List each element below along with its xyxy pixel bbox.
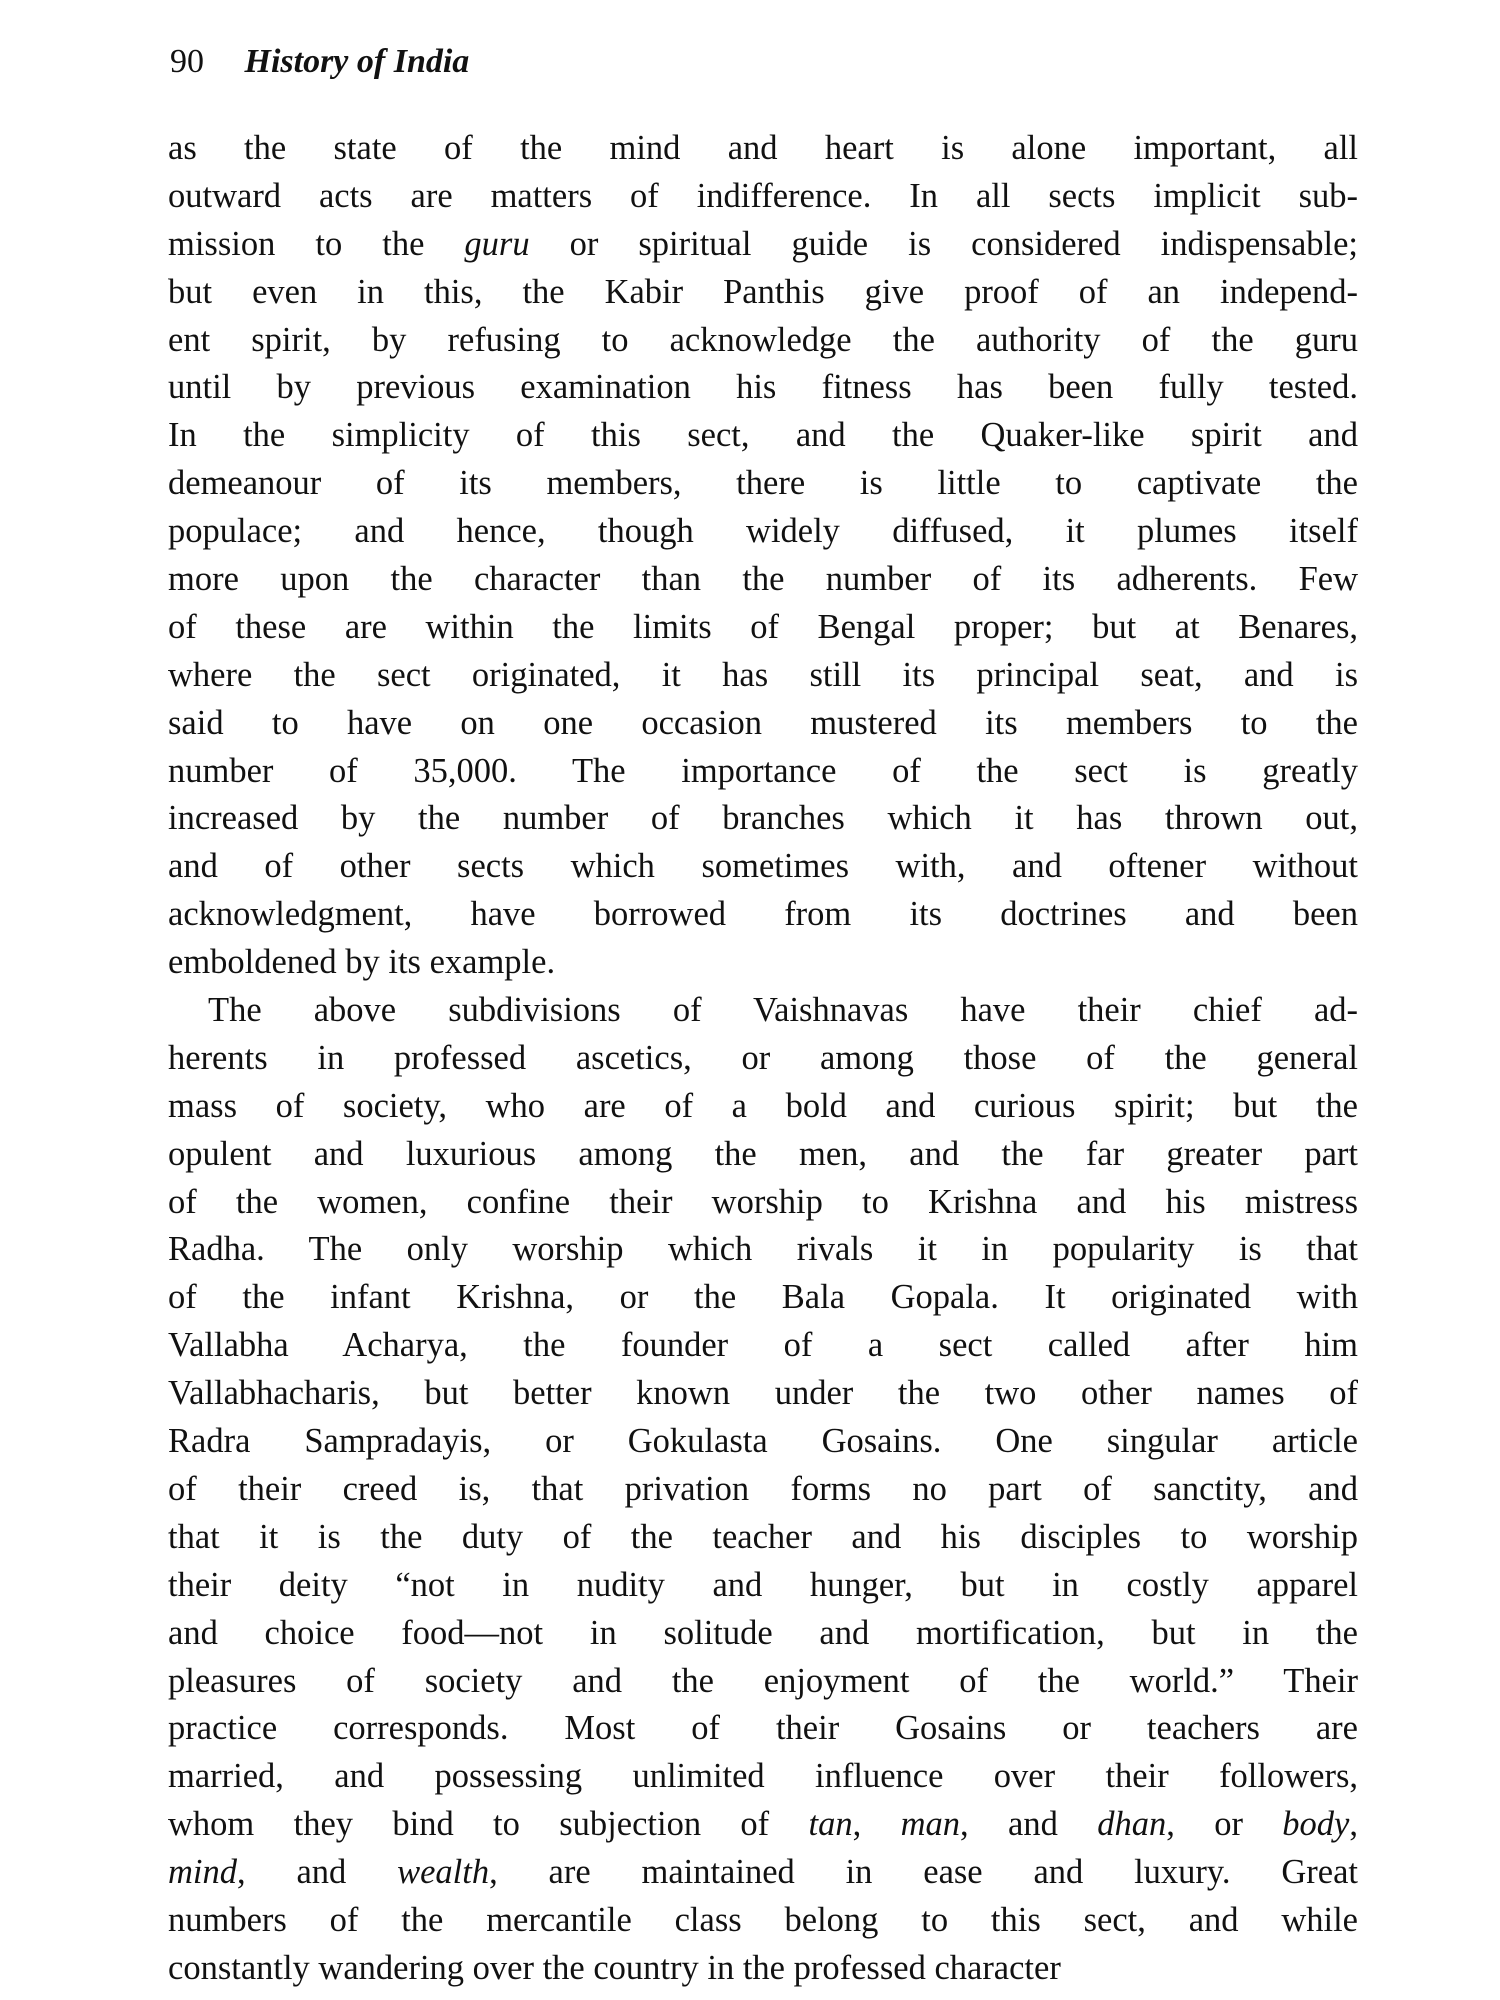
text-run: , bbox=[1349, 1805, 1358, 1844]
page-number: 90 bbox=[170, 43, 204, 80]
text-line bbox=[168, 508, 1358, 556]
text-line bbox=[168, 364, 1358, 412]
text-run: where the sect originated, it has still its principal seat, and is bbox=[168, 655, 1358, 694]
text-run: , or bbox=[1166, 1805, 1283, 1844]
text-line bbox=[168, 221, 1358, 269]
text-run: of the infant Krishna, or the Bala Gopala. It originated with bbox=[168, 1278, 1358, 1317]
text-run: pleasures of society and the enjoyment of the world.” Their bbox=[168, 1661, 1358, 1700]
text-run: mass of society, who are of a bold and curious spirit; but the bbox=[168, 1086, 1358, 1125]
text-line bbox=[168, 1226, 1358, 1274]
text-run: mission to the bbox=[168, 224, 465, 263]
text-line bbox=[168, 891, 1358, 939]
text-run: acknowledgment, have borrowed from its doctrines and been bbox=[168, 895, 1358, 934]
text-line bbox=[168, 700, 1358, 748]
text-run: or spiritual guide is considered indispensable; bbox=[529, 224, 1358, 263]
text-line bbox=[168, 795, 1358, 843]
text-run: emboldened by its example. bbox=[168, 943, 556, 982]
text-run: , bbox=[852, 1805, 901, 1844]
text-run: Vallabha Acharya, the founder of a sect called after him bbox=[168, 1326, 1358, 1365]
text-run: Vallabhacharis, but better known under the two other names of bbox=[168, 1374, 1358, 1413]
italic-term: guru bbox=[464, 224, 530, 263]
text-run: whom they bind to subjection of bbox=[168, 1805, 809, 1844]
text-run: practice corresponds. Most of their Gosains or teachers are bbox=[168, 1709, 1358, 1748]
text-run: , and bbox=[960, 1805, 1098, 1844]
text-line bbox=[168, 652, 1358, 700]
text-line bbox=[168, 1274, 1358, 1322]
text-line bbox=[168, 1753, 1358, 1801]
text-line bbox=[168, 317, 1358, 365]
text-run: constantly wandering over the country in the professed character bbox=[168, 1948, 1061, 1987]
text-run: opulent and luxurious among the men, and the far greater part bbox=[168, 1134, 1358, 1173]
text-line bbox=[168, 1945, 1358, 1993]
body-text bbox=[168, 125, 1358, 1993]
text-run: outward acts are matters of indifference. In all sects implicit sub- bbox=[168, 176, 1358, 215]
text-line bbox=[168, 1801, 1358, 1849]
text-line bbox=[168, 460, 1358, 508]
text-line bbox=[168, 1897, 1358, 1945]
italic-term: tan bbox=[808, 1805, 853, 1844]
text-run: Radra Sampradayis, or Gokulasta Gosains. One singular article bbox=[168, 1422, 1358, 1461]
text-run: , are maintained in ease and luxury. Great bbox=[489, 1853, 1358, 1892]
text-run: and choice food—not in solitude and mortification, but in the bbox=[168, 1613, 1358, 1652]
text-line bbox=[168, 748, 1358, 796]
text-line bbox=[168, 125, 1358, 173]
book-title: History of India bbox=[244, 43, 470, 80]
italic-term: man bbox=[900, 1805, 961, 1844]
text-run: and of other sects which sometimes with, and oftener without bbox=[168, 847, 1358, 886]
text-run: Radha. The only worship which rivals it in popularity is that bbox=[168, 1230, 1358, 1269]
text-line bbox=[168, 1322, 1358, 1370]
text-run: herents in professed ascetics, or among those of the general bbox=[168, 1038, 1358, 1077]
text-line bbox=[168, 843, 1358, 891]
italic-term: dhan bbox=[1097, 1805, 1167, 1844]
text-line bbox=[168, 987, 1358, 1035]
text-line bbox=[168, 1658, 1358, 1706]
text-line bbox=[168, 269, 1358, 317]
italic-term: body bbox=[1282, 1805, 1350, 1844]
text-run: that it is the duty of the teacher and his disciples to worship bbox=[168, 1517, 1358, 1556]
text-line bbox=[168, 1131, 1358, 1179]
text-run: of their creed is, that privation forms no part of sanctity, and bbox=[168, 1469, 1358, 1508]
text-run: of these are within the limits of Bengal proper; but at Benares, bbox=[168, 607, 1358, 646]
text-run: , and bbox=[237, 1853, 398, 1892]
text-run: increased by the number of branches which it has thrown out, bbox=[168, 799, 1358, 838]
text-line bbox=[168, 1370, 1358, 1418]
text-line bbox=[168, 412, 1358, 460]
text-run: more upon the character than the number of its adherents. Few bbox=[168, 560, 1358, 599]
text-line bbox=[168, 604, 1358, 652]
text-run: their deity “not in nudity and hunger, but in costly apparel bbox=[168, 1565, 1358, 1604]
text-run: of the women, confine their worship to Krishna and his mistress bbox=[168, 1182, 1358, 1221]
text-run: populace; and hence, though widely diffused, it plumes itself bbox=[168, 512, 1358, 551]
text-run: demeanour of its members, there is little to captivate the bbox=[168, 464, 1358, 503]
italic-term: mind bbox=[168, 1853, 237, 1892]
text-line bbox=[168, 173, 1358, 221]
text-line bbox=[168, 556, 1358, 604]
text-line bbox=[168, 1083, 1358, 1131]
text-run: number of 35,000. The importance of the sect is greatly bbox=[168, 751, 1358, 790]
text-line bbox=[168, 1466, 1358, 1514]
text-run: but even in this, the Kabir Panthis give proof of an independ- bbox=[168, 272, 1358, 311]
text-run: ent spirit, by refusing to acknowledge the authority of the guru bbox=[168, 320, 1358, 359]
text-line bbox=[168, 1610, 1358, 1658]
text-line bbox=[168, 1179, 1358, 1227]
text-run: as the state of the mind and heart is alone important, all bbox=[168, 129, 1358, 167]
italic-term: wealth bbox=[397, 1853, 490, 1892]
text-line bbox=[168, 1035, 1358, 1083]
text-line bbox=[168, 939, 1358, 987]
text-run: until by previous examination his fitness has been fully tested. bbox=[168, 368, 1358, 407]
text-run: said to have on one occasion mustered its members to the bbox=[168, 703, 1358, 742]
text-line bbox=[168, 1849, 1358, 1897]
text-run: In the simplicity of this sect, and the Quaker-like spirit and bbox=[168, 416, 1358, 455]
text-line bbox=[168, 1514, 1358, 1562]
text-run: married, and possessing unlimited influence over their followers, bbox=[168, 1757, 1358, 1796]
text-run: The above subdivisions of Vaishnavas have their chief ad- bbox=[208, 991, 1358, 1030]
text-line bbox=[168, 1705, 1358, 1753]
text-run: numbers of the mercantile class belong to this sect, and while bbox=[168, 1900, 1358, 1939]
text-line bbox=[168, 1418, 1358, 1466]
text-line bbox=[168, 1562, 1358, 1610]
running-head bbox=[170, 38, 469, 86]
